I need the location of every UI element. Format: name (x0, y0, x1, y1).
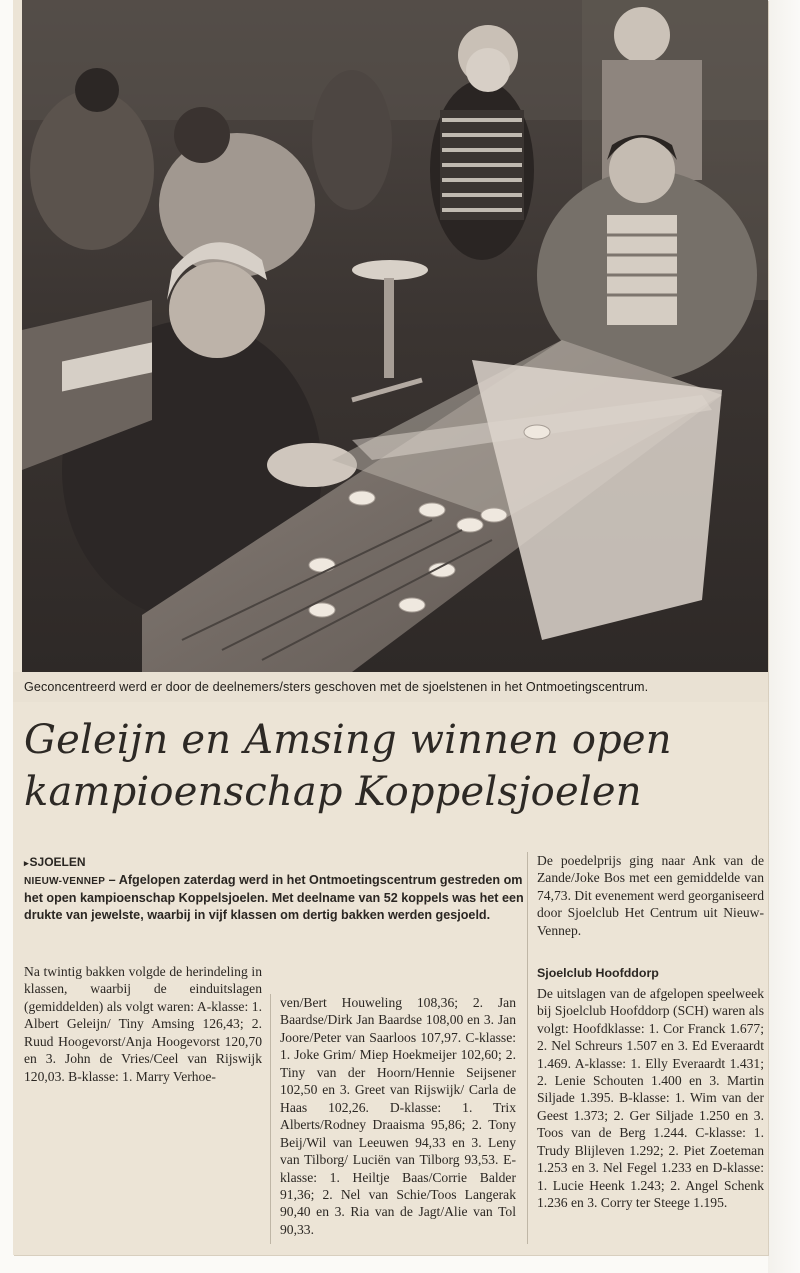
body-column-2 (280, 994, 516, 1238)
body-paragraph: ven/Bert Houweling 108,36; 2. Jan Baardse/Dirk Jan Baardse 108,00 en 3. Jan Joore/Peter van Saarloos 107,97. C-klasse: 1. Joke Grim/ Miep Hoekmeijer 102,60; 2. Tiny van der Hoorn/Hennie Seijsener 102,50 en 3. Greet van Rijswijk/ Carla de Haas 102,26. D-klasse: 1. Trix Alberts/Rodney Draaisma 95,86; 2. Tony Beij/Wil van Leeuwen 94,33 en 3. Leny van Tilborg/ Luciën van Tilborg 93,53. E-klasse: 1. Heiltje Baas/Corrie Balder 91,36; 2. Nel van Schie/Toos Langerak 90,40 en 3. Ria van de Jagt/Alie van Tol 90,33. (280, 995, 516, 1237)
body-paragraph: Na twintig bakken volgde de herindeling in klassen, waarbij de einduitslagen (gemiddelden) als volgt waren: A-klasse: 1. Albert Geleijn/ Tiny Amsing 126,43; 2. Ruud Hoogevorst/Anja Hoogevorst 120,70 en 3. John de Vries/Ceel van Rijswijk 120,03. B-klasse: 1. Marry Verhoe- (24, 964, 262, 1084)
body-column-1 (24, 963, 262, 1085)
headline-line-2: kampioenschap Koppelsjoelen (24, 769, 642, 815)
body-paragraph: De uitslagen van de afgelopen speelweek bij Sjoelclub Hoofddorp (SCH) waren als volgt: Hoofdklasse: 1. Cor Franck 1.677; 2. Nel Schreurs 1.507 en 3. Ed Everaardt 1.469. A-klasse: 1. Elly Everaardt 1.431; 2. Lenie Schouten 1.400 en 3. Martin Siljade 1.395. B-klasse: 1. Wim van der Geest 1.373; 2. Ger Siljade 1.250 en 3. Toos van de Berg 1.244. C-klasse: 1. Trudy Blijleven 1.292; 2. Piet Zoeteman 1.253 en 3. Nel Fegel 1.233 en D-klasse: 1. Lucie Heenk 1.243; 2. Angel Schenk 1.236 en 3. Corry ter Steege 1.195. (537, 985, 764, 1211)
photo-caption: Geconcentreerd werd er door de deelnemers/sters geschoven met de sjoelstenen in het Ontmoetingscentrum. (24, 680, 649, 694)
body-column-3 (537, 852, 764, 1212)
headline (24, 714, 764, 818)
kicker-label: SJOELEN (29, 855, 86, 869)
section-kicker (24, 855, 86, 869)
column-divider (270, 994, 271, 1244)
headline-line-1: Geleijn en Amsing winnen open (24, 717, 672, 763)
column-divider (527, 852, 528, 1244)
dateline: NIEUW-VENNEP (24, 876, 106, 887)
photo-illustration (22, 0, 768, 672)
article-photo (22, 0, 768, 672)
body-paragraph: De poedelprijs ging naar Ank van de Zande/Joke Bos met een gemiddelde van 74,73. Dit evenement werd georganiseerd door Sjoelclub Het Centrum uit Nieuw-Vennep. (537, 853, 764, 938)
triangle-icon: ▸ (24, 858, 29, 868)
lead-text: – Afgelopen zaterdag werd in het Ontmoetingscentrum gestreden om het open kampioenschap Koppelsjoelen. Met deelname van 52 koppels was het een drukte van jewelste, waarbij in vijf klassen om dertig bakken werden gesjoeld. (24, 873, 524, 922)
club-subhead: Sjoelclub Hoofddorp (537, 966, 659, 981)
scan-background (768, 0, 800, 1273)
lead-paragraph (24, 872, 524, 924)
